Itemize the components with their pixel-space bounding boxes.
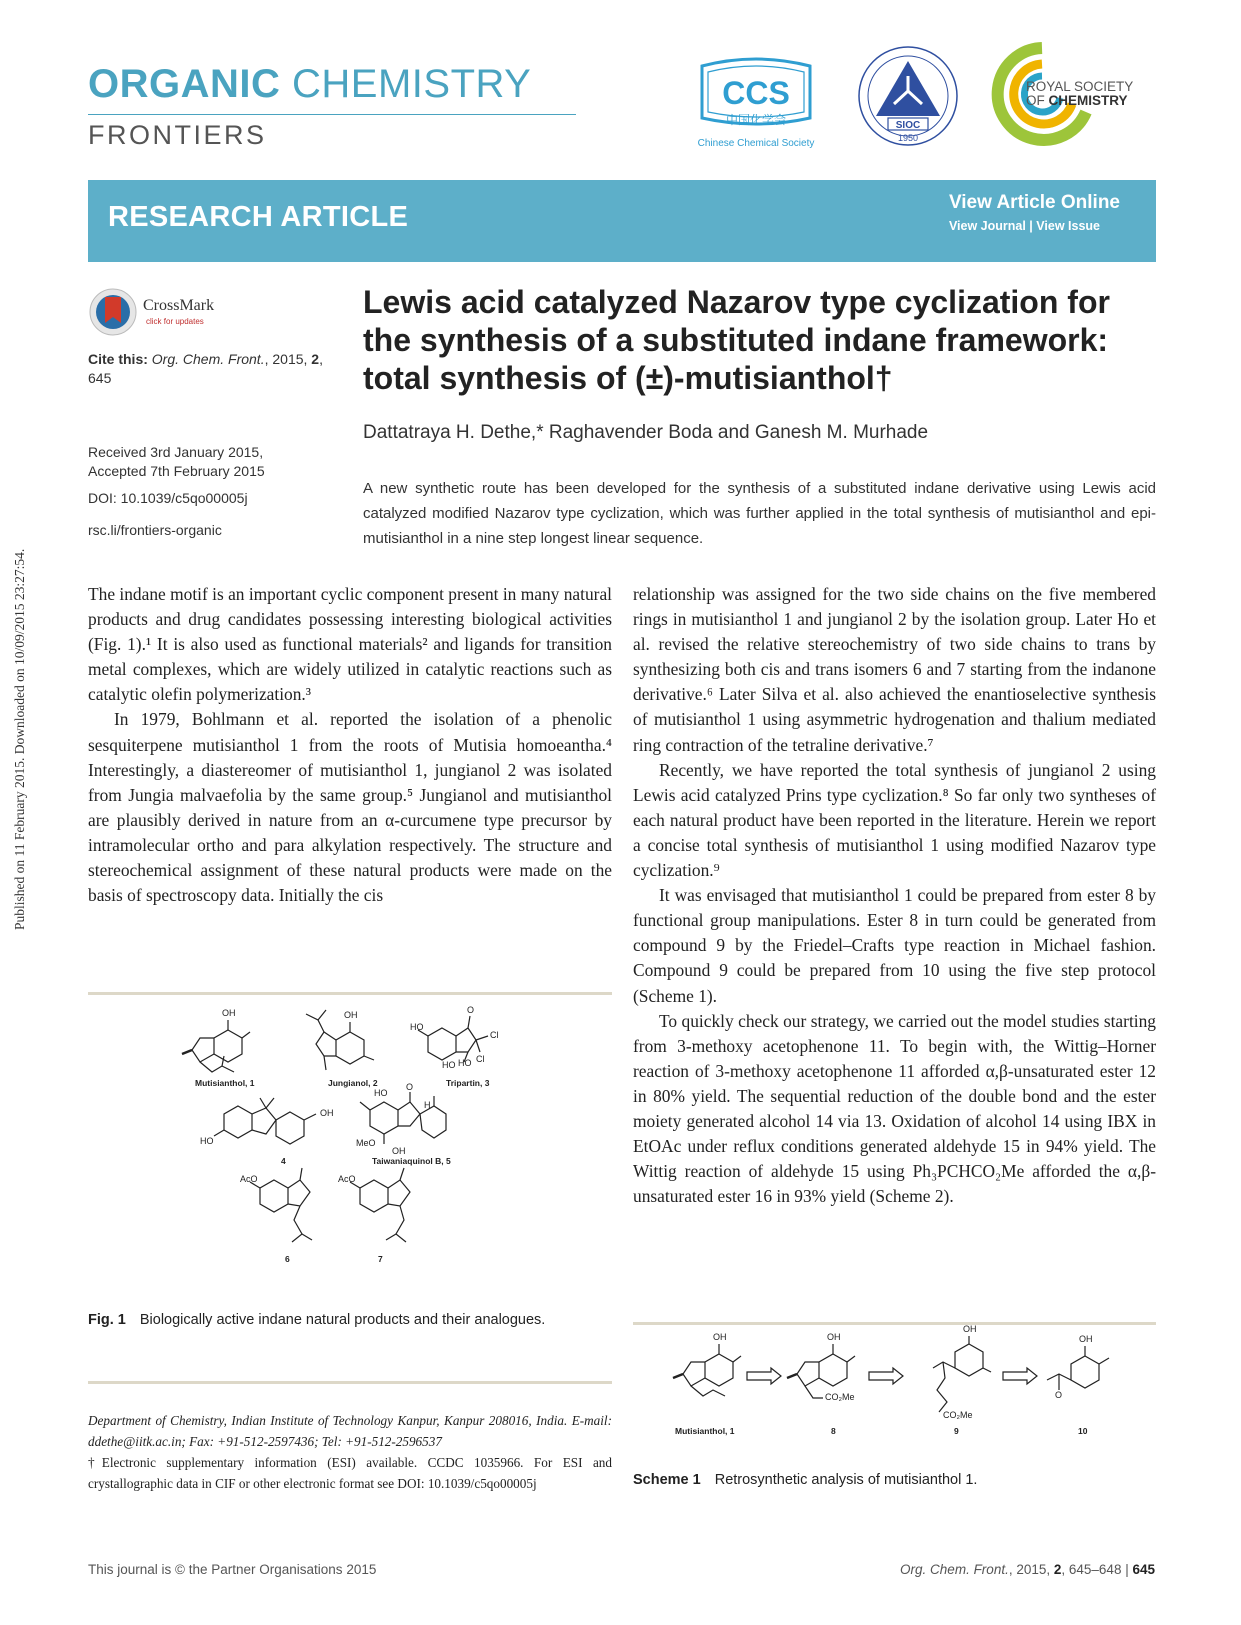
paragraph-stereochemistry: relationship was assigned for the two side chains on the five membered rings in mutisianthol 1 and jungianol 2 by the isolation group. Later Ho et al. revised the relative stereochemistry of two side chains to trans by synthesizing both cis and trans isomers 6 and 7 starting from the indanone derivative.⁶ Later Silva et al. also achieved the enantioselective synthesis of mutisianthol 1 using asymmetric hydrogenation and thalium mediated ring contraction of the tetraline derivative.⁷ [633, 584, 1156, 755]
figure1-caption [88, 1312, 545, 1328]
scheme1-top-rule [633, 1322, 1156, 1325]
compound-label-1: Mutisianthol, 1 [195, 1078, 255, 1088]
body-right-column [633, 582, 1156, 1209]
atom-cl-3a: Cl [490, 1030, 499, 1040]
atom-oh-1: OH [222, 1008, 236, 1018]
crossmark-badge[interactable] [88, 285, 238, 341]
doi[interactable]: DOI: 10.1039/c5qo00005j [88, 490, 248, 506]
cite-journal: Org. Chem. Front. [151, 351, 265, 367]
atom-ho-3b: HO [442, 1060, 456, 1070]
download-stamp [4, 460, 32, 930]
abstract: A new synthetic route has been developed for the synthesis of a substituted indane derivative using Lewis acid catalyzed modified Nazarov type cyclization, which was further applied in the total synthesis of mutisianthol and epi-mutisianthol in a nine step longest linear sequence. [363, 480, 1156, 547]
atom-o-3: O [467, 1005, 475, 1015]
cite-volume: 2 [311, 351, 320, 367]
scheme-atom-oh-1: OH [713, 1332, 727, 1342]
received-date: Received 3rd January 2015, [88, 444, 264, 460]
atom-oh-4: OH [320, 1108, 334, 1118]
footer-citation [900, 1562, 1155, 1577]
footer-year: , 2015, [1008, 1562, 1054, 1577]
body-left-column [88, 582, 612, 908]
page-number: 645 [1132, 1562, 1155, 1577]
article-type: RESEARCH ARTICLE [108, 201, 409, 233]
paragraph-retrosynthesis: It was envisaged that mutisianthol 1 could be prepared from ester 8 by functional group manipulations. Ester 8 in turn could be generated from compound 9 by the Friedel–Crafts type reaction in Michael fashion. Compound 9 could be prepared from 10 using the five step protocol (Scheme 1). [633, 885, 1156, 1006]
journal-rule [88, 114, 576, 115]
scheme-atom-o-10: O [1055, 1390, 1063, 1400]
sioc-year: 1950 [897, 133, 919, 143]
cite-label: Cite this: [88, 351, 148, 367]
atom-ho-4: HO [200, 1136, 214, 1146]
atom-aco-6: AcO [240, 1174, 258, 1184]
author-list: Dattatraya H. Dethe,* Raghavender Boda and Ganesh M. Murhade [363, 422, 929, 443]
rsc-logo [990, 42, 1160, 152]
crossmark-label: CrossMark [143, 297, 215, 314]
compound-label-2: Jungianol, 2 [328, 1078, 378, 1088]
footer-copyright: This journal is © the Partner Organisations 2015 [88, 1562, 377, 1577]
rsc-line1: ROYAL SOCIETY [1026, 79, 1134, 94]
affiliation-text: Department of Chemistry, Indian Institute of Technology Kanpur, Kanpur 208016, India. E-mail: ddethe@iitk.ac.in; Fax: +91-512-2597436; Tel: +91-512-2596537 [88, 1413, 612, 1449]
scheme-atom-oh-9: OH [963, 1324, 977, 1334]
sioc-logo [856, 44, 960, 150]
download-stamp-text: Published on 11 February 2015. Downloaded on 10/09/2015 23:27:54. [12, 548, 27, 930]
scheme1-structures [633, 1324, 1156, 1452]
article-title: Lewis acid catalyzed Nazarov type cyclization for the synthesis of a substituted indane framework: total synthesis of (±)-mutisianthol† [363, 284, 1110, 396]
footer-journal: Org. Chem. Front. [900, 1562, 1009, 1577]
journal-name-bold: ORGANIC [88, 62, 281, 106]
atom-aco-7: AcO [338, 1174, 356, 1184]
scheme-label-1: Mutisianthol, 1 [675, 1426, 735, 1436]
paragraph-previous-work: Recently, we have reported the total synthesis of jungianol 2 using Lewis acid catalyzed Prins type cyclization.⁸ So far only two syntheses of each natural product have been reported in the literature. Herein we report a concise total synthesis of mutisianthol 1 using modified Nazarov type cyclization.⁹ [633, 759, 1156, 881]
footnote-rule [88, 1381, 612, 1384]
atom-ho-5: HO [374, 1088, 388, 1098]
ccs-english-name: Chinese Chemical Society [697, 138, 815, 149]
view-links-separator: | [1025, 219, 1037, 233]
compound-label-4: 4 [281, 1156, 286, 1166]
atom-oh-5: OH [392, 1146, 406, 1156]
journal-name [88, 62, 531, 107]
cite-year: , 2015, [264, 351, 312, 367]
atom-meo-5: MeO [356, 1138, 376, 1148]
article-banner [88, 180, 1156, 262]
atom-h-5: H [424, 1100, 431, 1110]
scheme-atom-co2me-9: CO₂Me [943, 1410, 973, 1420]
journal-name-light: CHEMISTRY [292, 62, 532, 106]
compound-label-6: 6 [285, 1254, 290, 1264]
scheme-label-10: 10 [1078, 1426, 1088, 1436]
scheme-label-8: 8 [831, 1426, 836, 1436]
sioc-abbr: SIOC [895, 120, 921, 131]
scheme-atom-co2me-8: CO₂Me [825, 1392, 855, 1402]
cite-this [88, 350, 343, 388]
scheme1-caption [633, 1472, 977, 1488]
compound-label-3: Tripartin, 3 [446, 1078, 490, 1088]
crossmark-sub: click for updates [146, 317, 204, 326]
compound-label-7: 7 [378, 1254, 383, 1264]
footer-pages: , 645–648 | [1061, 1562, 1133, 1577]
view-article-online-link[interactable]: View Article Online [948, 192, 1120, 213]
rsc-line2: CHEMISTRY [1048, 93, 1128, 108]
atom-oh-2: OH [344, 1010, 358, 1020]
journal-subtitle: FRONTIERS [88, 120, 267, 150]
rsc-wordmark [1026, 80, 1133, 108]
compound-label-5: Taiwaniaquinol B, 5 [372, 1156, 451, 1166]
figure1-top-rule [88, 992, 612, 995]
journal-url[interactable]: rsc.li/frontiers-organic [88, 522, 222, 538]
affiliation-footnote [88, 1410, 612, 1494]
scheme1-caption-text: Retrosynthetic analysis of mutisianthol 1. [714, 1472, 978, 1488]
view-journal-link[interactable]: View Journal [948, 219, 1026, 233]
ccs-logo [694, 46, 818, 152]
scheme-label-9: 9 [954, 1426, 959, 1436]
paragraph-model-study: To quickly check our strategy, we carried out the model studies starting from 3-methoxy acetophenone 11. To begin with, the Wittig–Horner reaction of 3-methoxy acetophenone 11 afforded α,β-unsaturated ester 12 in 80% yield. The sequential reduction of the double bond and the ester moiety generated alcohol 14 via 13. Oxidation of alcohol 14 using IBX in EtOAc under reflux conditions generated aldehyde 15 in 94% yield. The Wittig reaction of aldehyde 15 using Ph₃PCHCO₂Me afforded the α,β-unsaturated ester 16 in 93% yield (Scheme 2). [633, 1010, 1156, 1207]
cite-pages: , 645 [88, 351, 323, 386]
atom-o-5: O [406, 1082, 414, 1092]
atom-cl-3b: Cl [476, 1054, 485, 1064]
ccs-chinese-name: 中国化学会 [725, 113, 787, 127]
crossmark-icon [88, 287, 138, 337]
scheme1-caption-label: Scheme 1 [633, 1472, 701, 1488]
accepted-date: Accepted 7th February 2015 [88, 463, 265, 479]
paragraph-bohlmann: In 1979, Bohlmann et al. reported the isolation of a phenolic sesquiterpene mutisianthol 1 from the roots of Mutisia homoeantha.⁴ Interestingly, a diastereomer of mutisianthol 1, jungianol 2 was isolated from Jungia malvaefolia by the same group.⁵ Jungianol and mutisianthol are plausibly derived in nature from an α-curcumene type precursor by intramolecular ortho and para alkylation respectively. The structure and stereochemical assignment of these natural products were made on the basis of spectroscopy data. Initially the cis [88, 709, 612, 906]
view-links [949, 192, 1120, 233]
figure1-caption-text: Biologically active indane natural products and their analogues. [139, 1312, 546, 1328]
footer-volume: 2 [1053, 1562, 1062, 1577]
scheme-atom-oh-8: OH [827, 1332, 841, 1342]
atom-ho-3c: HO [458, 1058, 472, 1068]
figure1-structures [88, 1002, 612, 1302]
atom-ho-3: HO [410, 1022, 424, 1032]
rsc-of: OF [1026, 93, 1045, 108]
ccs-mark: CCS [722, 75, 790, 111]
esi-text: †Electronic supplementary information (ESI) available. CCDC 1035966. For ESI and crystallographic data in CIF or other electronic format see DOI: 10.1039/c5qo00005j [88, 1455, 612, 1491]
view-issue-link[interactable]: View Issue [1036, 219, 1100, 233]
figure1-caption-label: Fig. 1 [88, 1312, 126, 1328]
scheme-atom-oh-10: OH [1079, 1334, 1093, 1344]
paragraph-intro: The indane motif is an important cyclic component present in many natural products and drug candidates possessing interesting biological activities (Fig. 1).¹ It is also used as functional materials² and ligands for transition metal complexes, which are widely utilized in catalytic reactions such as catalytic olefin polymerization.³ [88, 584, 612, 705]
